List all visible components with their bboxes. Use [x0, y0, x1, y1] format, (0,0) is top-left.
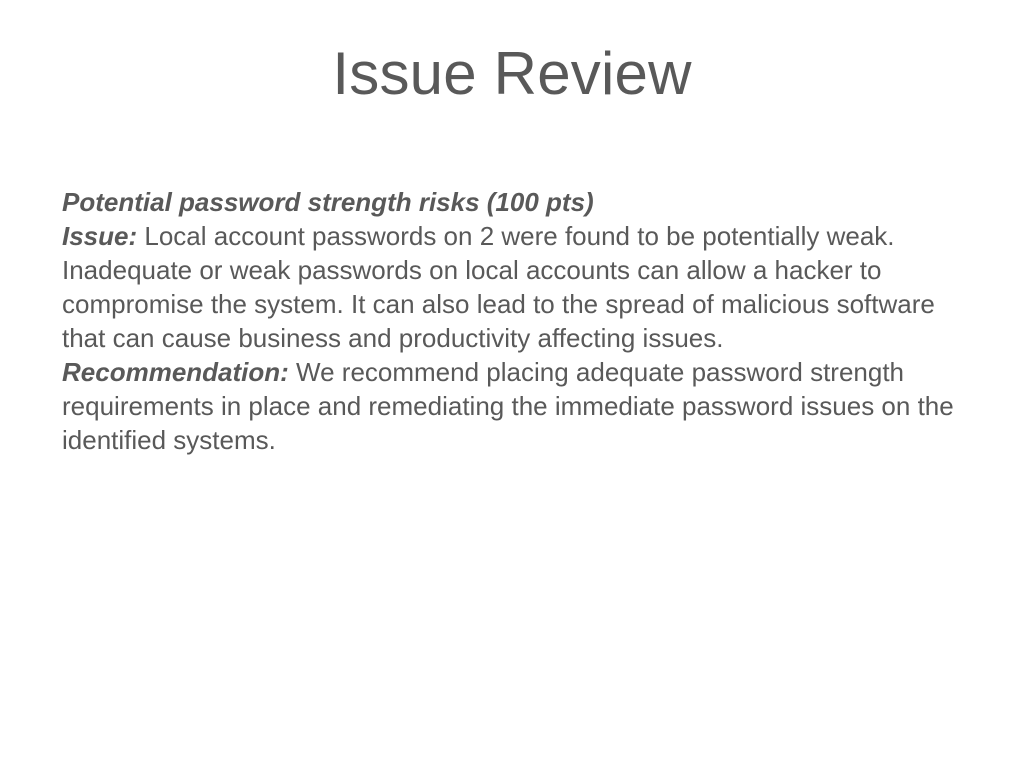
issue-text: Local account passwords on 2 were found to be potentially weak. Inadequate or weak passwords on local accounts can allow a hacker to compromise the system. It can also lead to the spread of malicious software that can cause business and productivity affecting issues.: [62, 221, 935, 353]
recommendation-label: Recommendation:: [62, 357, 289, 387]
issue-paragraph: [62, 219, 967, 355]
recommendation-paragraph: [62, 355, 967, 457]
finding-heading: [62, 185, 967, 219]
finding-heading-text: Potential password strength risks (100 pts): [62, 187, 594, 217]
finding-body: [62, 185, 967, 457]
recommendation-text: We recommend placing adequate password strength requirements in place and remediating the immediate password issues on the identified systems.: [62, 357, 954, 455]
slide-title: Issue Review: [332, 40, 692, 107]
issue-label: Issue:: [62, 221, 138, 251]
